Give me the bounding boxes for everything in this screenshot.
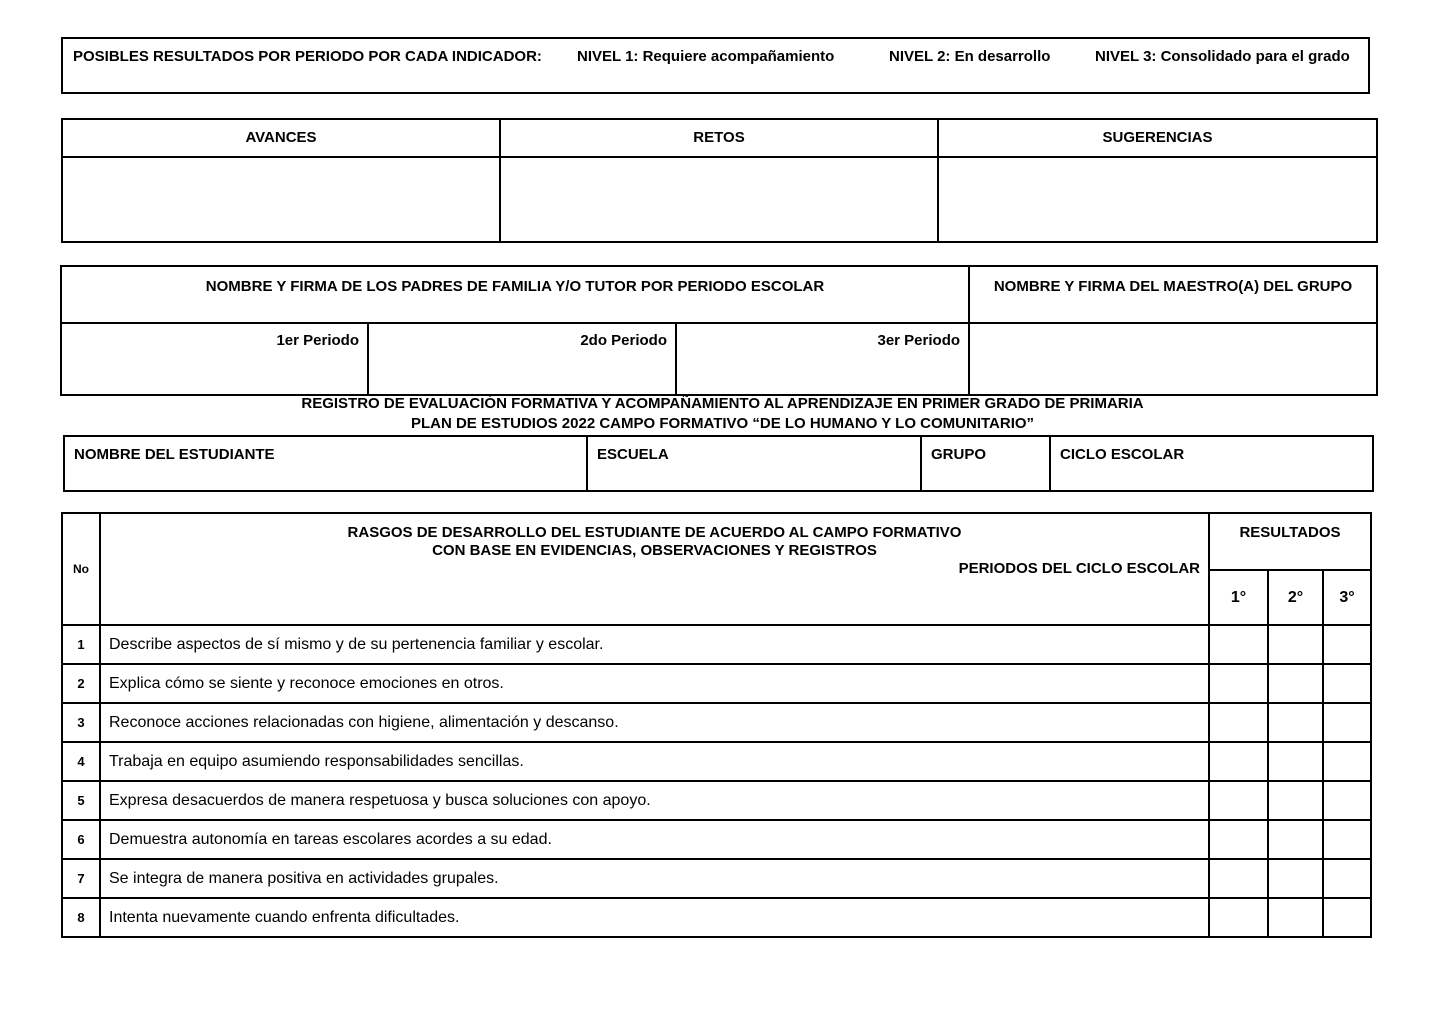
row-number: 2 (62, 664, 100, 703)
result-period-1-cell[interactable] (1209, 781, 1268, 820)
retos-header: RETOS (500, 119, 938, 157)
result-period-1-cell[interactable] (1209, 742, 1268, 781)
results-header: RESULTADOS (1209, 513, 1371, 570)
teacher-signature-field[interactable] (969, 323, 1377, 395)
result-period-3-cell[interactable] (1323, 742, 1371, 781)
indicator-text: Demuestra autonomía en tareas escolares acordes a su edad. (100, 820, 1209, 859)
indicator-text: Explica cómo se siente y reconoce emociones en otros. (100, 664, 1209, 703)
result-period-1-cell[interactable] (1209, 898, 1268, 937)
avances-field[interactable] (62, 157, 500, 242)
rasgos-subtitle: CON BASE EN EVIDENCIAS, OBSERVACIONES Y REGISTROS (432, 542, 877, 559)
indicator-text: Se integra de manera positiva en actividades grupales. (100, 859, 1209, 898)
group-field[interactable]: GRUPO (921, 436, 1050, 491)
period-1-header: 1° (1209, 570, 1268, 625)
table-row (62, 625, 1371, 664)
result-period-1-cell[interactable] (1209, 703, 1268, 742)
result-period-2-cell[interactable] (1268, 703, 1323, 742)
avances-header: AVANCES (62, 119, 500, 157)
period-3-signature[interactable]: 3er Periodo (676, 323, 969, 395)
indicator-text: Trabaja en equipo asumiendo responsabilidades sencillas. (100, 742, 1209, 781)
document-subtitle: PLAN DE ESTUDIOS 2022 CAMPO FORMATIVO “DE LO HUMANO Y LO COMUNITARIO” (410, 415, 1035, 432)
result-period-1-cell[interactable] (1209, 859, 1268, 898)
row-number: 1 (62, 625, 100, 664)
row-number: 7 (62, 859, 100, 898)
student-name-field[interactable]: NOMBRE DEL ESTUDIANTE (64, 436, 587, 491)
period-3-header: 3° (1323, 570, 1371, 625)
row-number: 5 (62, 781, 100, 820)
result-period-2-cell[interactable] (1268, 664, 1323, 703)
sugerencias-header: SUGERENCIAS (938, 119, 1377, 157)
parents-signature-header: NOMBRE Y FIRMA DE LOS PADRES DE FAMILIA Y/O TUTOR POR PERIODO ESCOLAR (61, 266, 969, 323)
result-period-3-cell[interactable] (1323, 859, 1371, 898)
periods-label: PERIODOS DEL CICLO ESCOLAR (958, 560, 1200, 577)
indicator-text: Reconoce acciones relacionadas con higiene, alimentación y descanso. (100, 703, 1209, 742)
school-field[interactable]: ESCUELA (587, 436, 921, 491)
result-period-2-cell[interactable] (1268, 625, 1323, 664)
result-period-3-cell[interactable] (1323, 820, 1371, 859)
table-row (62, 820, 1371, 859)
levels-legend (61, 37, 1370, 94)
table-row (62, 703, 1371, 742)
rasgos-header (100, 513, 1209, 625)
table-row (62, 781, 1371, 820)
result-period-2-cell[interactable] (1268, 742, 1323, 781)
row-number: 3 (62, 703, 100, 742)
level-1-label: NIVEL 1: Requiere acompañamiento (577, 48, 835, 65)
result-period-3-cell[interactable] (1323, 898, 1371, 937)
indicator-text: Describe aspectos de sí mismo y de su pertenencia familiar y escolar. (100, 625, 1209, 664)
result-period-2-cell[interactable] (1268, 898, 1323, 937)
period-2-signature[interactable]: 2do Periodo (368, 323, 676, 395)
table-row (62, 664, 1371, 703)
student-info-table (63, 435, 1374, 492)
result-period-1-cell[interactable] (1209, 820, 1268, 859)
teacher-signature-header: NOMBRE Y FIRMA DEL MAESTRO(A) DEL GRUPO (969, 266, 1377, 323)
row-number: 4 (62, 742, 100, 781)
document-title: REGISTRO DE EVALUACIÓN FORMATIVA Y ACOMPAÑAMIENTO AL APRENDIZAJE EN PRIMER GRADO DE PRIMARIA (301, 395, 1144, 412)
period-1-signature[interactable]: 1er Periodo (61, 323, 368, 395)
feedback-table (61, 118, 1378, 243)
levels-heading: POSIBLES RESULTADOS POR PERIODO POR CADA INDICADOR: (73, 48, 542, 65)
retos-field[interactable] (500, 157, 938, 242)
result-period-3-cell[interactable] (1323, 625, 1371, 664)
result-period-2-cell[interactable] (1268, 820, 1323, 859)
result-period-1-cell[interactable] (1209, 664, 1268, 703)
result-period-1-cell[interactable] (1209, 625, 1268, 664)
school-cycle-field[interactable]: CICLO ESCOLAR (1050, 436, 1373, 491)
indicator-text: Intenta nuevamente cuando enfrenta dificultades. (100, 898, 1209, 937)
level-3-label: NIVEL 3: Consolidado para el grado (1095, 48, 1350, 65)
result-period-2-cell[interactable] (1268, 781, 1323, 820)
sugerencias-field[interactable] (938, 157, 1377, 242)
table-row (62, 898, 1371, 937)
no-column-header: No (62, 513, 100, 625)
row-number: 8 (62, 898, 100, 937)
table-row (62, 859, 1371, 898)
result-period-3-cell[interactable] (1323, 703, 1371, 742)
period-2-header: 2° (1268, 570, 1323, 625)
result-period-3-cell[interactable] (1323, 664, 1371, 703)
indicator-text: Expresa desacuerdos de manera respetuosa y busca soluciones con apoyo. (100, 781, 1209, 820)
rasgos-title: RASGOS DE DESARROLLO DEL ESTUDIANTE DE ACUERDO AL CAMPO FORMATIVO (347, 524, 962, 541)
result-period-3-cell[interactable] (1323, 781, 1371, 820)
signatures-table (60, 265, 1378, 396)
level-2-label: NIVEL 2: En desarrollo (889, 48, 1051, 65)
assessment-table (61, 512, 1372, 938)
table-row (62, 742, 1371, 781)
result-period-2-cell[interactable] (1268, 859, 1323, 898)
row-number: 6 (62, 820, 100, 859)
